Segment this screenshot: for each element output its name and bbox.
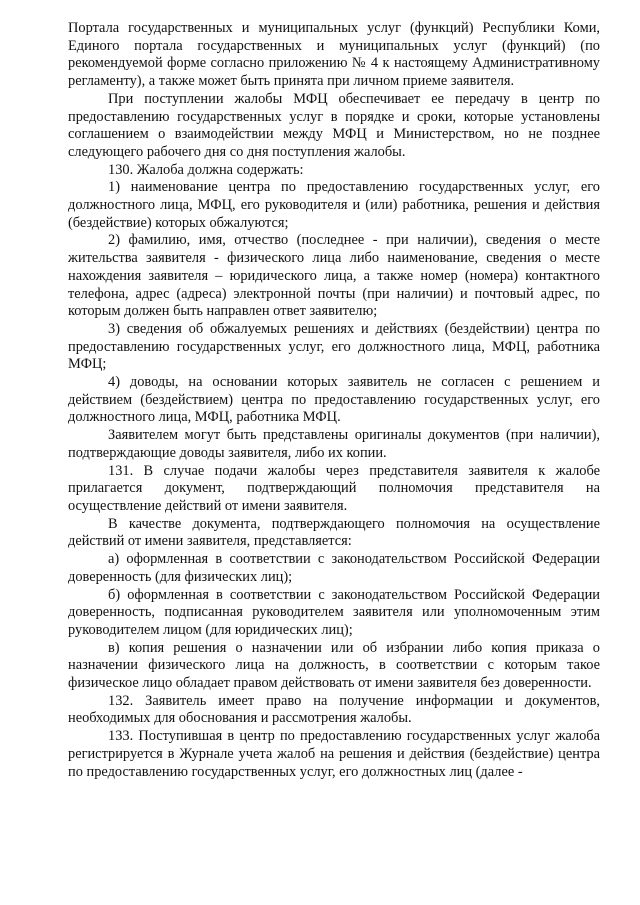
clause-130-item-3: 3) сведения об обжалуемых решениях и действиях (бездействии) центра по предоставлению государственных услуг, его должностного лица, МФЦ, работника МФЦ; — [68, 320, 600, 373]
clause-131-item-b: б) оформленная в соответствии с законодательством Российской Федерации доверенность, подписанная руководителем заявителя или уполномоченным этим руководителем лицом (для юридических лиц); — [68, 586, 600, 638]
clause-133: 133. Поступившая в центр по предоставлению государственных услуг жалоба регистрируется в Журнале учета жалоб на решения и действия (бездействие) центра по предоставлению государственных услуг, его должностных лиц (далее - — [68, 728, 600, 780]
paragraph-continuation: Портала государственных и муниципальных услуг (функций) Республики Коми, Единого портала государственных и муниципальных услуг (функций) (по рекомендуемой форме согласно приложению № 4 к настоящему Административному регламенту), а также может быть принята при личном приеме заявителя. — [68, 20, 600, 90]
clause-132: 132. Заявитель имеет право на получение информации и документов, необходимых для обоснования и рассмотрения жалобы. — [68, 692, 600, 727]
clause-131: 131. В случае подачи жалобы через представителя заявителя к жалобе прилагается документ, подтверждающий полномочия представителя на осуществление действий от имени заявителя. — [68, 462, 600, 514]
clause-131-item-v: в) копия решения о назначении или об избрании либо копия приказа о назначении физического лица на должность, в соответствии с которым такое физическое лицо обладает правом действовать от имени заявителя без доверенности. — [68, 639, 600, 692]
paragraph-authority-document: В качестве документа, подтверждающего полномочия на осуществление действий от имени заявителя, представляется: — [68, 515, 600, 550]
document-page — [68, 20, 600, 781]
paragraph-original-documents: Заявителем могут быть представлены оригиналы документов (при наличии), подтверждающие доводы заявителя, либо их копии. — [68, 427, 600, 461]
clause-131-item-a: а) оформленная в соответствии с законодательством Российской Федерации доверенность (для физических лиц); — [68, 551, 600, 585]
paragraph-mfc-transfer: При поступлении жалобы МФЦ обеспечивает ее передачу в центр по предоставлению государственных услуг в порядке и сроки, которые установлены соглашением о взаимодействии между МФЦ и Министерством, но не позднее следующего рабочего дня со дня поступления жалобы. — [68, 90, 600, 160]
clause-130-item-4: 4) доводы, на основании которых заявитель не согласен с решением и действием (бездействием) центра по предоставлению государственных услуг, его должностного лица, МФЦ, работника МФЦ. — [68, 374, 600, 426]
clause-130-item-1: 1) наименование центра по предоставлению государственных услуг, его должностного лица, МФЦ, его руководителя и (или) работника, решения и действия (бездействие) которых обжалуются; — [68, 179, 600, 231]
clause-130-heading: 130. Жалоба должна содержать: — [108, 161, 304, 178]
clause-130-item-2: 2) фамилию, имя, отчество (последнее - при наличии), сведения о месте жительства заявителя - физического лица либо наименование, сведения о месте нахождения заявителя – юридического лица, а также номер (номера) контактного телефона, адрес (адреса) электронной почты (при наличии) и почтовый адрес, по которым должен быть направлен ответ заявителю; — [68, 232, 600, 320]
